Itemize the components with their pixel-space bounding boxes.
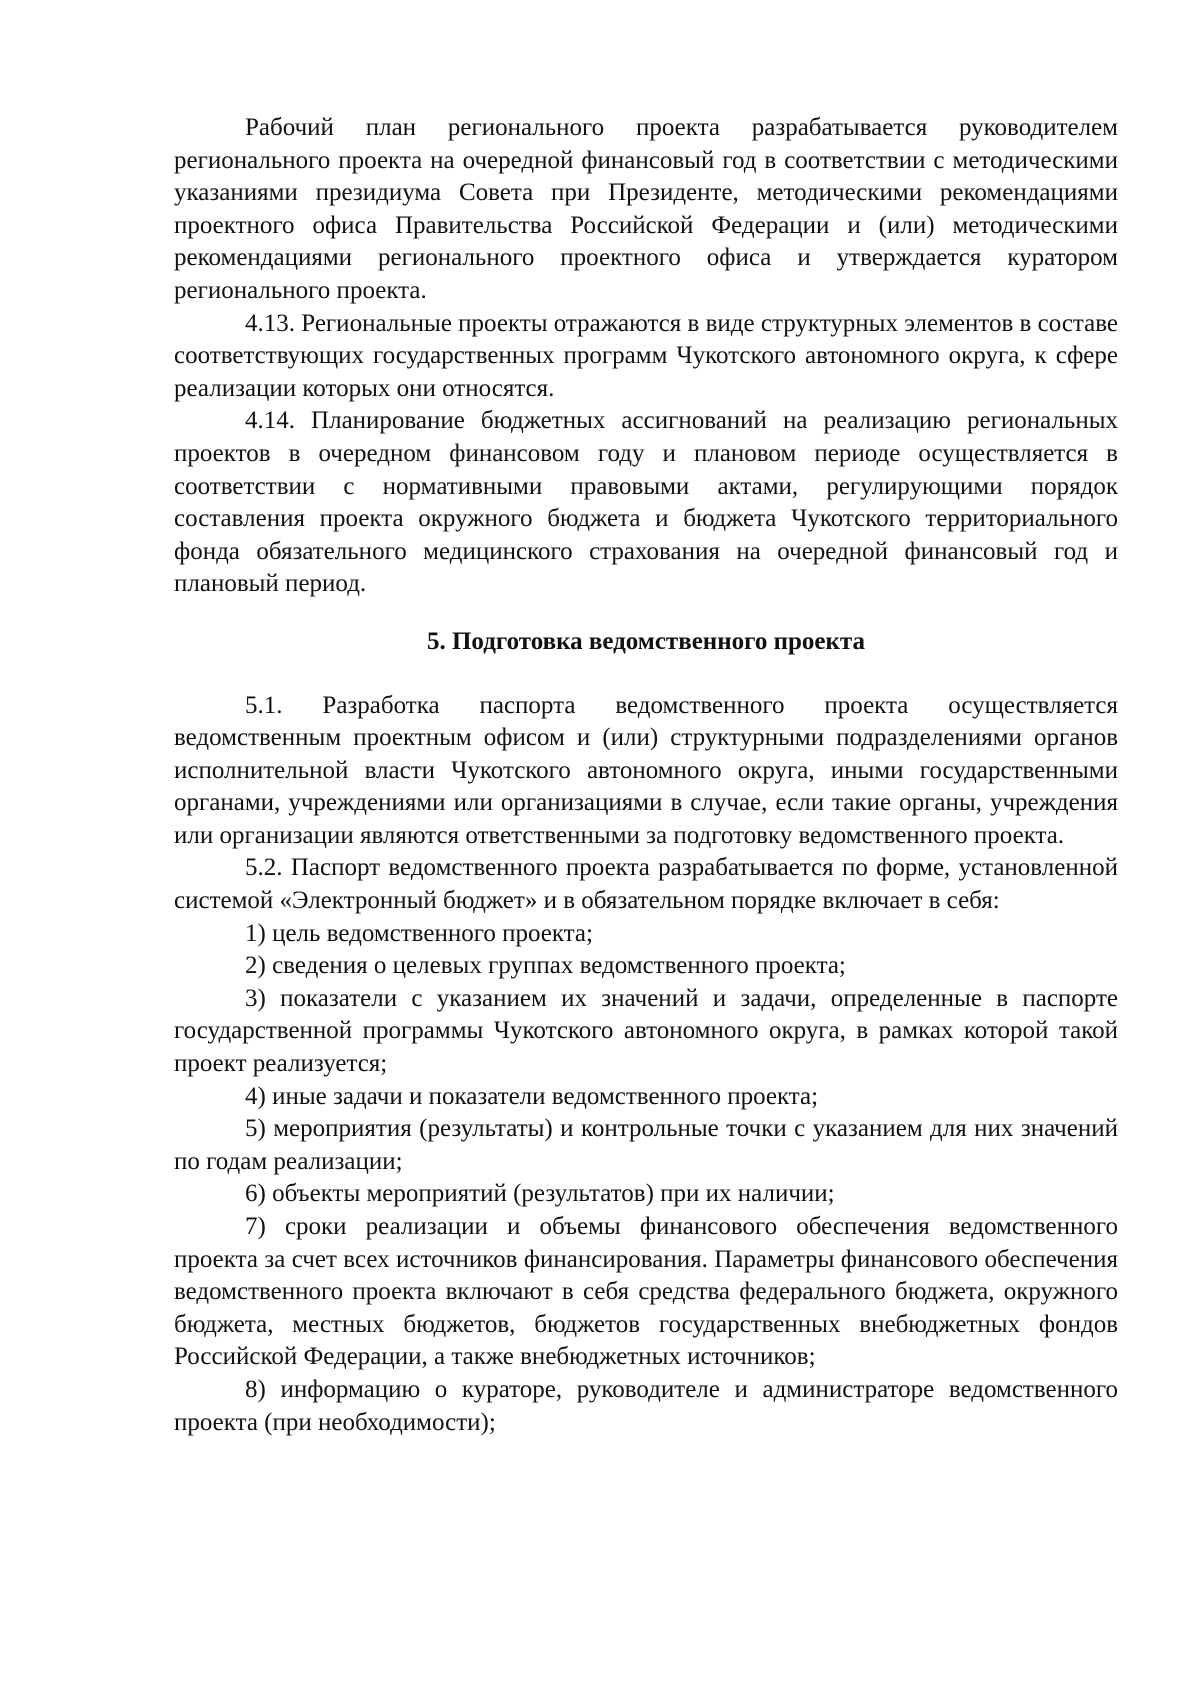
list-item-5: 5) мероприятия (результаты) и контрольные точки с указанием для них значений по годам реализации;: [174, 1115, 1118, 1175]
paragraph-4-13: 4.13. Региональные проекты отражаются в виде структурных элементов в составе соответствующих государственных программ Чукотского автономного округа, к сфере реализации которых они относятся.: [174, 309, 1118, 402]
list-item-7: 7) сроки реализации и объемы финансового обеспечения ведомственного проекта за счет всех источников финансирования. Параметры финансового обеспечения ведомственного проекта включают в себя средства федерального бюджета, окружного бюджета, местных бюджетов, бюджетов государственных внебюджетных фондов Российской Федерации, а также внебюджетных источников;: [174, 1213, 1118, 1371]
list-item-6: 6) объекты мероприятий (результатов) при их наличии;: [245, 1180, 835, 1208]
list-item-4: 4) иные задачи и показатели ведомственного проекта;: [245, 1082, 819, 1110]
list-item-3: 3) показатели с указанием их значений и задачи, определенные в паспорте государственной программы Чукотского автономного округа, в рамках которой такой проект реализуется;: [174, 984, 1118, 1078]
list-item-8: 8) информацию о кураторе, руководителе и администраторе ведомственного проекта (при необходимости);: [174, 1375, 1118, 1436]
document-page: [174, 112, 1118, 1439]
paragraph-5-1: 5.1. Разработка паспорта ведомственного проекта осуществляется ведомственным проектным офисом и (или) структурными подразделениями органов исполнительной власти Чукотского автономного округа, иными государственными органами, учреждениями или организациями в случае, если такие органы, учреждения или организации являются ответственными за подготовку ведомственного проекта.: [174, 691, 1118, 849]
paragraph-5-2: 5.2. Паспорт ведомственного проекта разрабатывается по форме, установленной системой «Электронный бюджет» и в обязательном порядке включает в себя:: [174, 854, 1118, 915]
list-item-1: 1) цель ведомственного проекта;: [245, 919, 593, 947]
paragraph-work-plan: Рабочий план регионального проекта разрабатывается руководителем регионального проекта на очередной финансовый год в соответствии с методическими указаниями президиума Совета при Президенте, методическими рекомендациями проектного офиса Правительства Российской Федерации и (или) методическими рекомендациями регионального проектного офиса и утверждается куратором регионального проекта.: [174, 114, 1118, 304]
list-item-2: 2) сведения о целевых группах ведомственного проекта;: [245, 952, 846, 980]
paragraph-4-14: 4.14. Планирование бюджетных ассигнований на реализацию региональных проектов в очередном финансовом году и плановом периоде осуществляется в соответствии с нормативными правовыми актами, регулирующими порядок составления проекта окружного бюджета и бюджета Чукотского территориального фонда обязательного медицинского страхования на очередной финансовый год и плановый период.: [174, 407, 1118, 598]
section-heading: 5. Подготовка ведомственного проекта: [426, 627, 865, 655]
